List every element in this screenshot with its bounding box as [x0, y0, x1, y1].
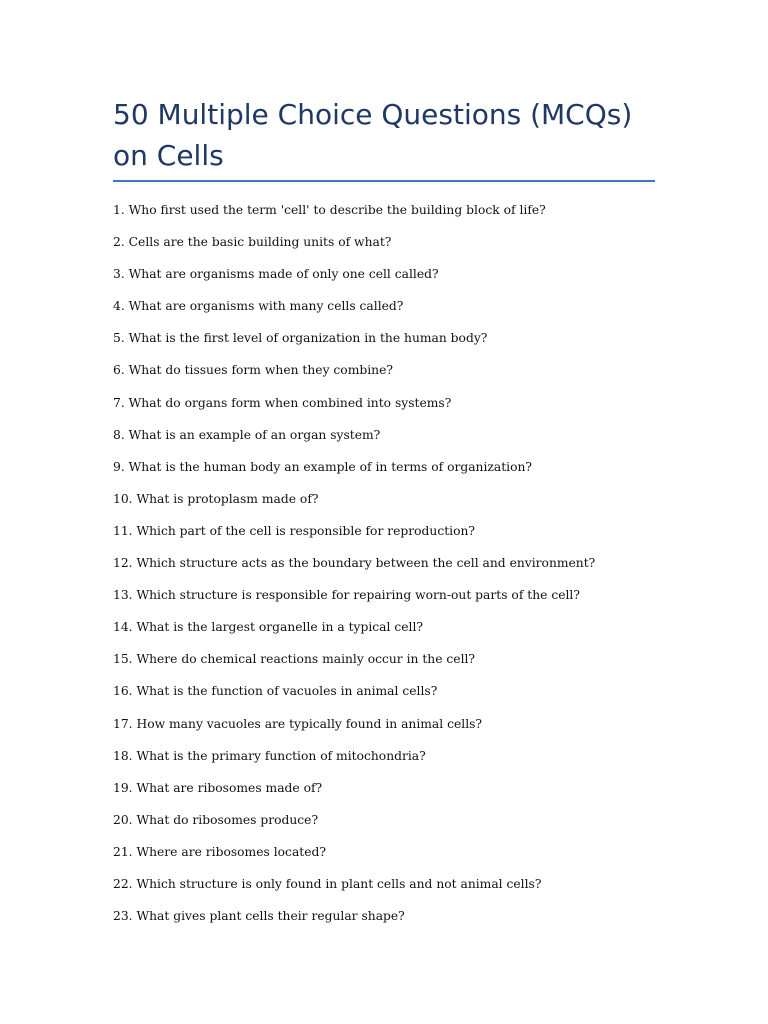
question-item: 17. How many vacuoles are typically found in animal cells? — [113, 716, 483, 731]
page-title: 50 Multiple Choice Questions (MCQs) on Cells — [113, 98, 633, 172]
title-divider — [113, 180, 655, 182]
question-item: 5. What is the first level of organization in the human body? — [113, 331, 488, 346]
question-item: 21. Where are ribosomes located? — [113, 844, 326, 859]
question-item: 20. What do ribosomes produce? — [113, 812, 319, 827]
question-item: 9. What is the human body an example of in terms of organization? — [113, 459, 533, 474]
question-item: 13. Which structure is responsible for repairing worn-out parts of the cell? — [113, 588, 580, 603]
question-item: 14. What is the largest organelle in a typical cell? — [113, 620, 423, 635]
question-item: 3. What are organisms made of only one cell called? — [113, 267, 439, 282]
question-item: 16. What is the function of vacuoles in animal cells? — [113, 684, 438, 699]
question-item: 6. What do tissues form when they combine? — [113, 363, 393, 378]
question-item: 23. What gives plant cells their regular shape? — [113, 909, 405, 924]
question-item: 18. What is the primary function of mitochondria? — [113, 748, 426, 763]
question-item: 1. Who first used the term 'cell' to describe the building block of life? — [113, 203, 546, 217]
question-item: 12. Which structure acts as the boundary between the cell and environment? — [113, 556, 596, 571]
question-item: 8. What is an example of an organ system? — [113, 427, 381, 442]
question-item: 22. Which structure is only found in plant cells and not animal cells? — [113, 876, 542, 891]
question-list — [113, 199, 595, 937]
question-item: 10. What is protoplasm made of? — [113, 491, 319, 506]
question-item: 4. What are organisms with many cells called? — [113, 299, 404, 314]
question-item: 11. Which part of the cell is responsible for reproduction? — [113, 523, 476, 538]
question-item: 15. Where do chemical reactions mainly occur in the cell? — [113, 652, 476, 667]
question-item: 19. What are ribosomes made of? — [113, 780, 323, 795]
question-item: 7. What do organs form when combined into systems? — [113, 395, 452, 410]
question-item: 2. Cells are the basic building units of what? — [113, 235, 392, 250]
